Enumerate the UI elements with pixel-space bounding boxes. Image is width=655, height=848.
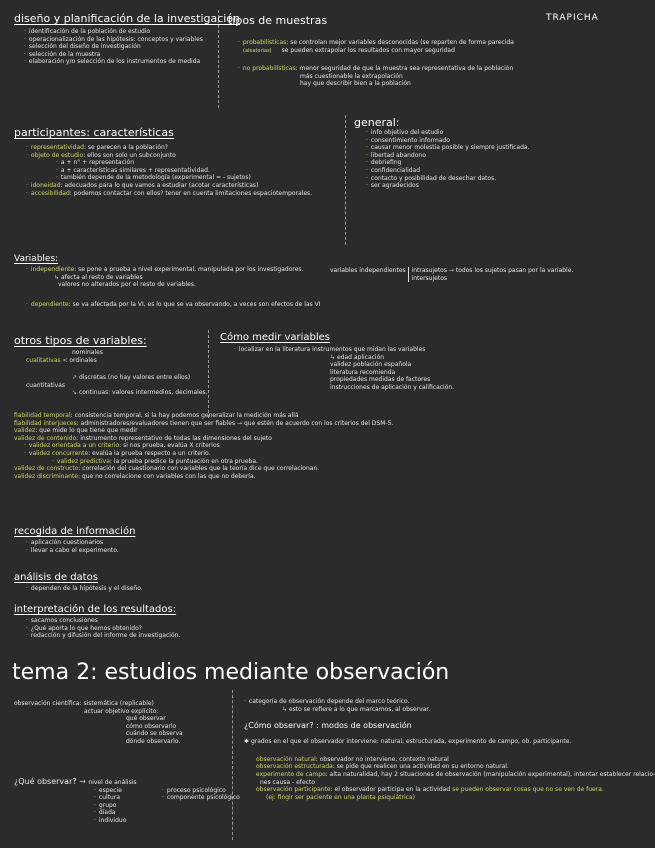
medir-line: ↳ edad aplicación (330, 353, 385, 361)
muestras-noprob-line2: más cuestionable la extrapolación (300, 72, 403, 80)
cat-line-2: ↳ esto se refiere a lo que marcamos, al observar. (282, 705, 431, 713)
section-otros (14, 334, 208, 397)
participantes-line: · representatividad: se parecen a la población? (26, 144, 168, 151)
section-recogida (14, 526, 135, 554)
level-item: · componente psicológico (162, 794, 240, 802)
medir-line: literatura recomienda (330, 368, 396, 376)
muestras-prob-line: · probabilísticas: se controlan mejor variables desconocidas (se reparten de forma parecida (238, 39, 514, 46)
list-item: · confidencialidad (366, 166, 421, 174)
vi-intrasujetos: intrasujetos (411, 267, 447, 274)
participantes-line: · a + características similares + representatividad. (56, 166, 210, 174)
fiab-line: fiabilidad temporal: consistencia temporal, si la hay podemos generalizar la medición más allá (14, 412, 299, 419)
variables-indep: · independiente: se pone a prueba a nivel experimental, manipulada por los investigadores. (26, 266, 304, 273)
section-title: participantes: características (14, 126, 174, 139)
fiab-line: · validez concurrente: evalúa la prueba respecto a un criterio. (24, 449, 211, 457)
modo-line: (ej: fingir ser paciente en una planta psiquiátrica) (266, 793, 415, 801)
section-diseno (14, 12, 240, 66)
list-item: · dependen de la hipótesis y el diseño. (26, 585, 143, 592)
como-title: ¿Cómo observar? : modos de observación (244, 721, 412, 731)
modo-line: observación participante: el observador participa en la actividad se pueden observar cosas que no se ven de fuera. (256, 786, 604, 794)
muestras-noprob-line: · no probabilísticas: menor seguridad de que la muestra sea representativa de la población (238, 65, 514, 73)
list-item: · sacamos conclusiones (26, 617, 98, 624)
list-item: · operacionalización de las hipótesis: conceptos y variables (24, 35, 203, 43)
level-item: · grupo (94, 801, 117, 809)
section-que-observar (14, 777, 240, 847)
cat-line: · categoría de observación depende del marco teórico. (244, 698, 410, 705)
muestras-prob-sub: (aleatorias) (243, 47, 272, 54)
variables-dep: · dependiente: se va afectada por la VI, es lo que se va observando, a veces son efectos de las VI (26, 300, 321, 308)
level-item: · individuo (94, 816, 127, 824)
list-item: · selección del diseño de investigación (24, 43, 141, 51)
list-item: · causar menor molestia posible y siempre justificada. (366, 144, 530, 152)
medir-line: · localizar en la literatura instrumentos que midan las variables (234, 346, 426, 353)
list-item: dónde observarlo. (126, 737, 181, 745)
section-title: diseño y planificación de la investigación (14, 12, 241, 25)
section-title: tipos de muestras (228, 14, 328, 27)
list-item: · redacción y difusión del informe de investigación. (26, 632, 181, 640)
list-item: · libertad abandono (366, 151, 426, 159)
section-interpretacion (14, 604, 180, 640)
grados-line: ✱ grados en el que el observador interviene: natural, estructurada, experimento de campo, ob. participante. (244, 738, 572, 746)
modo-line: nes causa - efecto (260, 778, 315, 786)
fiab-line: · validez predictiva: la prueba predice la puntuación en otra prueba. (52, 457, 258, 465)
fiab-line: validez discriminante: que no correlacione con variables con las que no debería. (14, 472, 256, 480)
section-title: análisis de datos (14, 572, 98, 583)
section-participantes (14, 126, 312, 197)
otros-cuantitativas: cuantitativas (26, 381, 66, 389)
section-analisis (14, 572, 143, 593)
otros-continuas: ↘ continuas: valores intermedios, decimales. (72, 389, 208, 397)
participantes-line: · accesibilidad: podemos contactar con ellos? tener en cuenta limitaciones espaciotemporales. (26, 189, 313, 197)
list-item: · identificación de la población de estudio (24, 28, 151, 35)
section-muestras (228, 14, 514, 88)
section-title: Cómo medir variables (220, 332, 330, 343)
list-item: · ¿Qué aporta lo que hemos obtenido? (26, 624, 142, 632)
section-title: recogida de información (14, 526, 136, 537)
level-item: · díada (94, 809, 116, 817)
level-item: · proceso psicológico (162, 786, 226, 794)
participantes-line: · objeto de estudio: ellos son solo un subconjunto (26, 151, 176, 159)
participantes-line: · a + n° + representación (56, 159, 135, 167)
list-item: · aplicación cuestionarios (26, 539, 104, 546)
variables-indep-2: ↳ afecta al resto de variables (54, 273, 143, 281)
muestras-prob-line2: se pueden extrapolar los resultados con mayor seguridad (281, 46, 455, 54)
obs-line-2: actuar objetivo explícito: (84, 707, 159, 715)
section-fiabilidad (14, 412, 393, 480)
vi-intersujetos: intersujetos (411, 274, 447, 282)
section-title: otros tipos de variables: (14, 334, 147, 347)
list-item: cuándo se observa (126, 730, 183, 738)
otros-cualitativas: cualitativas < ordinales (26, 356, 97, 364)
list-item: · consentimiento informado (366, 136, 450, 144)
participantes-line: · idoneidad: adecuados para lo que vamos a estudiar (acotar características) (26, 181, 259, 189)
list-item: · info objetivo del estudio (366, 129, 444, 136)
muestras-noprob-line3: hay que describir bien a la población (300, 80, 411, 88)
otros-nominales: nominales (72, 349, 103, 356)
modo-line: experimento de campo: alta naturalidad, hay 2 situaciones de observación (manipulación experimental), intentar establecer relacio- (256, 770, 655, 778)
list-item: cómo observarlo (126, 722, 177, 730)
variables-indep-types: variables independientes intrasujetos → todos los sujetos pasan por la variable. intersujetos (330, 267, 574, 282)
modo-line: observación natural: observador no interviene, contexto natural (256, 755, 449, 763)
participantes-line: · también depende de la metodología (experimental = - sujetos) (56, 174, 251, 182)
section-observacion (14, 700, 183, 746)
list-item: · contacto y posibilidad de desechar datos. (366, 174, 497, 182)
fiab-line: fiabilidad interjueces: administradores/evaluadores tienen que ser fiables → que estén de acuerdo con los criterios del DSM-5. (14, 419, 394, 427)
section-title: interpretación de los resultados: (14, 604, 177, 615)
variables-indep-3: valores no alterados por el resto de variables. (58, 281, 196, 289)
section-title: general: (354, 116, 400, 129)
medir-line: validez población española (330, 361, 412, 369)
section-categoria (244, 698, 655, 801)
fiab-line: validez de contenido: instrumento representativo de todas las dimensiones del sujeto (14, 434, 272, 442)
fiab-line: · validez orientada a un criterio: si nos prueba, evalúa X criterios (24, 442, 220, 450)
brand-logo: TRAPICHA (546, 13, 599, 23)
que-title: ¿Qué observar? → nivel de análisis (14, 777, 137, 786)
list-item: qué observar (126, 715, 166, 723)
fiab-line: validez: que mide lo que tiene que medir (14, 427, 138, 435)
level-item: · cultura (94, 794, 120, 802)
section-general (354, 116, 530, 190)
section-title: Variables: (14, 254, 59, 264)
list-item: · llevar a cabo el experimento. (26, 546, 119, 554)
list-item: · ser agradecidos (366, 182, 419, 190)
obs-line: observación científica: sistemática (replicable) (14, 700, 154, 707)
level-item: · especie (94, 786, 122, 794)
list-item: · elaboración y/o selección de los instrumentos de medida (24, 58, 201, 66)
list-item: · selección de la muestra (24, 50, 101, 58)
otros-discretas: ↗ discretas (no hay valores entre ellos) (72, 374, 191, 382)
fiab-line: validez de constructo: correlación del cuestionario con variables que la teoría dice que correlacionan. (14, 465, 320, 473)
section-variables (14, 254, 321, 308)
list-item: · debriefing (366, 159, 402, 167)
modo-line: observación estructurada: se pide que realicen una actividad en su entorno natural. (256, 763, 509, 771)
section-medir (220, 332, 454, 392)
tema2-title: tema 2: estudios mediante observación (12, 660, 450, 685)
medir-line: propiedades medidas de factores (330, 376, 431, 384)
medir-line: instrucciones de aplicación y calificación. (330, 383, 455, 391)
